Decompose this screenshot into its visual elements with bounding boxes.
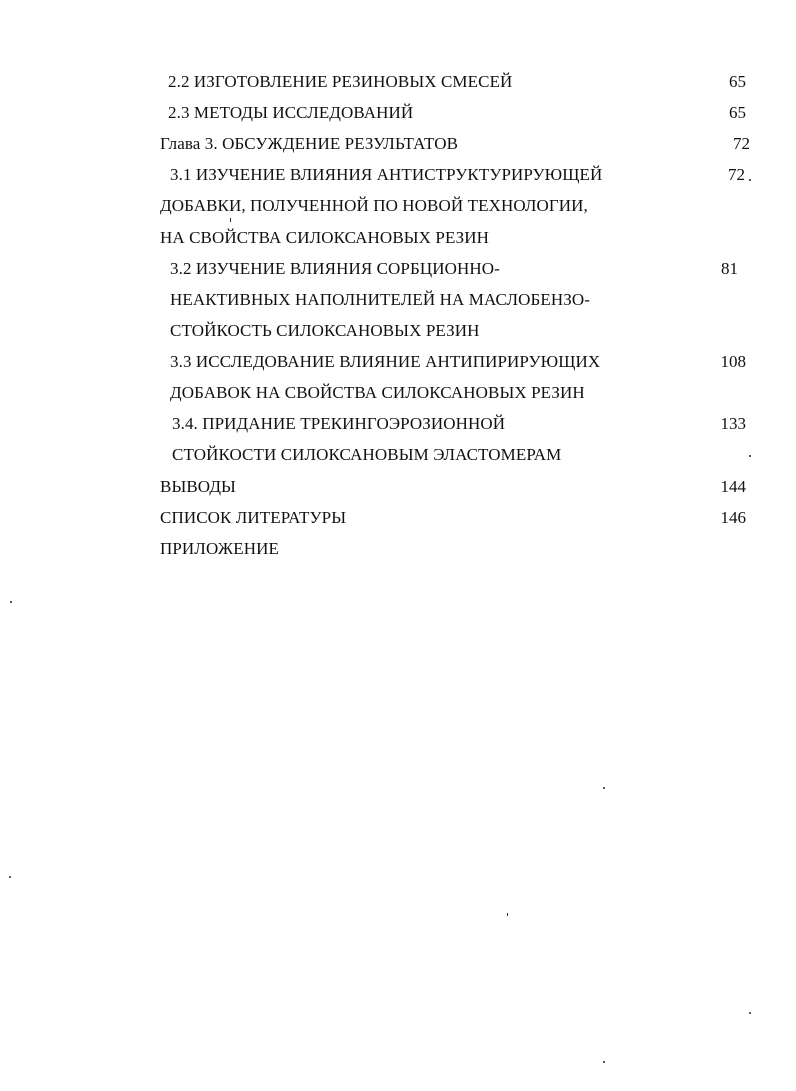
- toc-entry-page-number: 72: [733, 134, 750, 153]
- scan-speck: [10, 601, 12, 603]
- toc-entry-title: 3.4. ПРИДАНИЕ ТРЕКИНГОЭРОЗИОННОЙ: [172, 414, 506, 433]
- scan-speck: [603, 1061, 605, 1063]
- toc-entry-page-number: 133: [720, 414, 746, 433]
- scan-speck: [603, 787, 605, 789]
- toc-entry-page-number: 108: [720, 352, 746, 371]
- scan-speck: [507, 913, 508, 916]
- toc-entry-page-number: 72: [728, 165, 745, 184]
- toc-entry-title-continuation: СТОЙКОСТИ СИЛОКСАНОВЫМ ЭЛАСТОМЕРАМ: [172, 445, 562, 464]
- scan-speck: [749, 1012, 751, 1014]
- toc-entry-page-number: 65: [729, 72, 746, 91]
- toc-entry-title: ПРИЛОЖЕНИЕ: [160, 539, 279, 558]
- toc-entry-title: 2.2 ИЗГОТОВЛЕНИЕ РЕЗИНОВЫХ СМЕСЕЙ: [168, 72, 513, 91]
- scan-speck: [9, 876, 11, 878]
- scan-speck: [230, 218, 231, 222]
- toc-entry-page-number: 144: [720, 477, 746, 496]
- toc-entry-title: 3.2 ИЗУЧЕНИЕ ВЛИЯНИЯ СОРБЦИОННО-: [170, 259, 500, 278]
- toc-entry-title: 3.3 ИССЛЕДОВАНИЕ ВЛИЯНИЕ АНТИПИРИРУЮЩИХ: [170, 352, 601, 371]
- toc-entry-title: 2.3 МЕТОДЫ ИССЛЕДОВАНИЙ: [168, 103, 414, 122]
- toc-entry-page-number: 146: [720, 508, 746, 527]
- scan-speck: [749, 455, 751, 457]
- toc-entry-title-continuation: ДОБАВОК НА СВОЙСТВА СИЛОКСАНОВЫХ РЕЗИН: [170, 383, 585, 402]
- toc-entry-title: СПИСОК ЛИТЕРАТУРЫ: [160, 508, 347, 527]
- toc-entry-page-number: 65: [729, 103, 746, 122]
- toc-entry-page-number: 81: [721, 259, 738, 278]
- toc-entry-title: 3.1 ИЗУЧЕНИЕ ВЛИЯНИЯ АНТИСТРУКТУРИРУЮЩЕЙ: [170, 165, 603, 184]
- scan-speck: [749, 179, 751, 181]
- toc-entry-title-continuation: СТОЙКОСТЬ СИЛОКСАНОВЫХ РЕЗИН: [170, 321, 480, 340]
- toc-entry-title: Глава 3. ОБСУЖДЕНИЕ РЕЗУЛЬТАТОВ: [160, 134, 459, 153]
- toc-entry-title: ВЫВОДЫ: [160, 477, 236, 496]
- toc-entry-title-continuation: ДОБАВКИ, ПОЛУЧЕННОЙ ПО НОВОЙ ТЕХНОЛОГИИ,: [160, 196, 588, 215]
- toc-entry-title-continuation: НЕАКТИВНЫХ НАПОЛНИТЕЛЕЙ НА МАСЛОБЕНЗО-: [170, 290, 590, 309]
- toc-entry-title-continuation: НА СВОЙСТВА СИЛОКСАНОВЫХ РЕЗИН: [160, 228, 490, 247]
